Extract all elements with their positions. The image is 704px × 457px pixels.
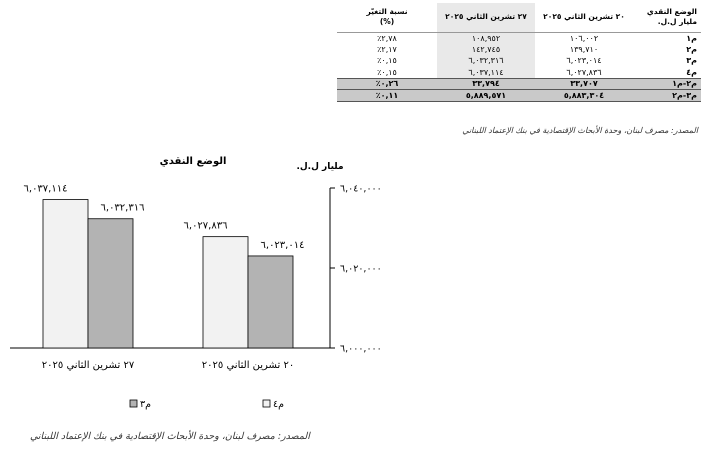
row-v2: ٦,٠٣٢,٣١٦ [437, 55, 535, 67]
data-label: ٦,٠٢٧,٨٣٦ [183, 220, 228, 232]
row-label: م٣-م٢ [633, 90, 701, 102]
row-v1: ١٠٦,٠٠٢ [569, 33, 599, 43]
bar [88, 219, 133, 348]
row-v1: ٦,٠٢٧,٨٣٦ [566, 67, 602, 77]
table-header-row [337, 3, 701, 32]
data-label: ٦,٠٣٧,١١٤ [23, 183, 68, 195]
table-row [337, 90, 701, 102]
header-col1: ٢٠ تشرين الثاني ٢٠٢٥ [535, 3, 633, 32]
y-axis-label: مليار ل.ل. [296, 162, 344, 172]
plot-area [10, 184, 382, 411]
monetary-table [337, 3, 701, 102]
row-v2: ٥,٨٨٩,٥٧١ [437, 90, 535, 102]
header-col3: نسبة التغيّر (%) [337, 3, 437, 32]
row-label: م٣ [686, 56, 697, 66]
y-tick-label: ٦,٠٢٠,٠٠٠ [340, 263, 382, 275]
header-col2: ٢٧ تشرين الثاني ٢٠٢٥ [437, 3, 535, 32]
row-v1: ٥,٨٨٣,٣٠٤ [535, 90, 633, 102]
row-pct: ٢,١٧٪ [377, 44, 397, 54]
legend-label: م٤ [273, 399, 284, 410]
data-label: ٦,٠٢٣,٠١٤ [260, 239, 305, 251]
row-label: م٤ [686, 67, 697, 77]
x-tick-label: ٢٠ تشرين الثاني ٢٠٢٥ [201, 360, 295, 371]
row-v2: ١٠٨,٩٥٢ [437, 32, 535, 44]
data-label: ٦,٠٣٢,٣١٦ [100, 202, 145, 214]
bar [43, 200, 88, 348]
table-row [337, 67, 701, 79]
chart-source-note: المصدر: مصرف لبنان، وحدة الأبحاث الإقتصادية في بنك الإعتماد اللبناني [30, 431, 310, 442]
row-pct: ٢,٧٨٪ [377, 33, 397, 43]
row-v1: ١٣٩,٧١٠ [569, 44, 599, 54]
y-tick-label: ٦,٠٤٠,٠٠٠ [340, 183, 382, 195]
header-label: الوضع النقدي مليار ل.ل. [633, 3, 701, 32]
row-v1: ٦,٠٢٣,٠١٤ [566, 56, 602, 66]
table-row [337, 32, 701, 44]
row-v2: ١٤٢,٧٤٥ [437, 44, 535, 56]
legend-label: م٣ [140, 399, 151, 410]
legend-swatch [263, 400, 270, 407]
x-tick-label: ٢٧ تشرين الثاني ٢٠٢٥ [41, 360, 135, 371]
row-v1: ٣٣,٧٠٧ [535, 78, 633, 90]
row-v2: ٣٣,٧٩٤ [437, 78, 535, 90]
row-pct: ٠,١٥٪ [377, 67, 397, 77]
row-pct: ٠,١٥٪ [377, 56, 397, 66]
row-label: م٢-م١ [633, 78, 701, 90]
row-label: م١ [686, 33, 697, 43]
table-row [337, 55, 701, 67]
chart-title: الوضع النقدي [159, 156, 227, 167]
bar [248, 256, 293, 348]
row-label: م٢ [686, 44, 697, 54]
table-source-note: المصدر: مصرف لبنان، وحدة الأبحاث الإقتصادية في بنك الإعتماد اللبناني [462, 126, 698, 135]
row-pct: ٠,٢٦٪ [337, 78, 437, 90]
table-row [337, 44, 701, 56]
row-pct: ٠,١١٪ [337, 90, 437, 102]
table-row [337, 78, 701, 90]
y-tick-label: ٦,٠٠٠,٠٠٠ [340, 343, 382, 355]
monetary-bar-chart [0, 140, 704, 430]
row-v2: ٦,٠٣٧,١١٤ [437, 67, 535, 79]
legend-swatch [130, 400, 137, 407]
bar [203, 237, 248, 348]
